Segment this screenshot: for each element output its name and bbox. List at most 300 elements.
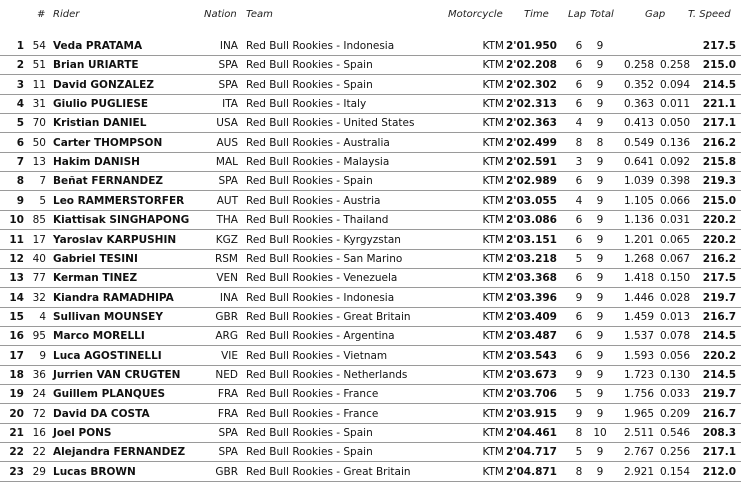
rider-name: David GONZALEZ [53, 78, 154, 91]
motorcycle: KTM [482, 117, 504, 130]
position: 12 [9, 252, 24, 265]
best-lap: 6 [575, 272, 583, 285]
table-row [0, 443, 741, 462]
lap-time: 2'03.543 [505, 349, 557, 362]
motorcycle: KTM [482, 136, 504, 149]
rider-number: 40 [32, 252, 46, 265]
team-name: Red Bull Rookies - San Marino [246, 252, 403, 265]
rider-name: David DA COSTA [53, 407, 150, 420]
table-header [0, 7, 741, 26]
rider-number: 9 [39, 349, 46, 362]
motorcycle: KTM [482, 446, 504, 459]
team-name: Red Bull Rookies - Argentina [246, 330, 395, 343]
rider-name: Sullivan MOUNSEY [53, 310, 163, 323]
gap-first: 1.446 [623, 291, 654, 304]
motorcycle: KTM [482, 78, 504, 91]
total-laps: 9 [596, 388, 604, 401]
header-lap: Lap [568, 9, 587, 20]
table-row [0, 424, 741, 443]
motorcycle: KTM [482, 59, 504, 72]
nation: ITA [222, 98, 238, 111]
rider-number: 77 [32, 272, 46, 285]
nation: RSM [214, 252, 238, 265]
position: 10 [9, 214, 24, 227]
position: 7 [16, 156, 24, 169]
total-laps: 9 [596, 291, 604, 304]
gap-previous: 0.130 [659, 368, 690, 381]
gap-first: 2.511 [623, 427, 654, 439]
lap-time: 2'03.396 [505, 291, 557, 304]
top-speed: 217.1 [702, 446, 736, 459]
gap-previous: 0.013 [659, 310, 690, 323]
gap-first: 0.641 [623, 156, 654, 169]
total-laps: 8 [596, 136, 604, 149]
team-name: Red Bull Rookies - Vietnam [246, 349, 388, 362]
total-laps: 9 [596, 272, 604, 285]
nation: INA [219, 40, 238, 52]
row-divider [0, 481, 741, 482]
rider-number: 95 [32, 330, 46, 343]
rider-name: Kristian DANIEL [53, 117, 147, 130]
motorcycle: KTM [482, 388, 504, 401]
team-name: Red Bull Rookies - Great Britain [246, 465, 411, 478]
gap-previous: 0.154 [659, 465, 690, 478]
motorcycle: KTM [482, 349, 504, 362]
team-name: Red Bull Rookies - Kyrgyzstan [246, 233, 401, 246]
gap-first: 1.039 [623, 175, 654, 188]
rider-number: 22 [32, 446, 46, 459]
rider-name: Luca AGOSTINELLI [53, 349, 162, 362]
rider-name: Alejandra FERNANDEZ [53, 446, 186, 459]
best-lap: 8 [575, 136, 583, 149]
rider-name: Yaroslav KARPUSHIN [53, 233, 177, 246]
best-lap: 6 [575, 214, 583, 227]
gap-previous: 0.094 [659, 78, 690, 91]
lap-time: 2'03.055 [505, 194, 557, 207]
team-name: Red Bull Rookies - Thailand [246, 214, 389, 227]
nation: NED [215, 368, 238, 381]
best-lap: 6 [575, 78, 583, 91]
gap-previous: 0.065 [659, 233, 690, 246]
gap-first: 1.201 [623, 233, 654, 246]
nation: AUT [216, 194, 238, 207]
best-lap: 6 [575, 98, 583, 111]
position: 6 [16, 136, 24, 149]
position: 18 [9, 368, 24, 381]
total-laps: 9 [596, 407, 604, 420]
motorcycle: KTM [482, 465, 504, 478]
table-row [0, 289, 741, 308]
table-row [0, 56, 741, 75]
top-speed: 214.5 [702, 78, 736, 91]
top-speed: 220.2 [702, 214, 736, 227]
rider-name: Marco MORELLI [53, 330, 145, 343]
rider-number: 13 [32, 156, 46, 169]
nation: FRA [217, 388, 238, 401]
top-speed: 216.2 [702, 252, 736, 265]
gap-previous: 0.546 [659, 427, 690, 439]
total-laps: 9 [596, 252, 604, 265]
lap-time: 2'02.363 [505, 117, 557, 130]
total-laps: 10 [593, 427, 607, 439]
nation: SPA [218, 59, 238, 72]
lap-time: 2'03.487 [505, 330, 557, 343]
team-name: Red Bull Rookies - Austria [246, 194, 381, 207]
gap-previous: 0.258 [659, 59, 690, 72]
best-lap: 6 [575, 330, 583, 343]
gap-first: 0.352 [623, 78, 654, 91]
rider-number: 70 [32, 117, 46, 130]
table-row [0, 463, 741, 482]
gap-previous: 0.256 [659, 446, 690, 459]
rider-number: 17 [32, 233, 46, 246]
lap-time: 2'02.499 [505, 136, 557, 149]
nation: SPA [218, 446, 238, 459]
total-laps: 9 [596, 368, 604, 381]
lap-time: 2'03.673 [505, 368, 557, 381]
rider-number: 85 [32, 214, 46, 227]
total-laps: 9 [596, 78, 604, 91]
team-name: Red Bull Rookies - Netherlands [246, 368, 408, 381]
total-laps: 9 [596, 446, 604, 459]
total-laps: 9 [596, 310, 604, 323]
table-row [0, 95, 741, 114]
header-gap: Gap [645, 9, 666, 20]
header-motorcycle: Motorcycle [448, 9, 503, 20]
nation: VIE [221, 349, 238, 362]
best-lap: 6 [575, 175, 583, 188]
motorcycle: KTM [482, 40, 504, 52]
team-name: Red Bull Rookies - France [246, 407, 379, 420]
total-laps: 9 [596, 40, 604, 52]
motorcycle: KTM [482, 368, 504, 381]
motorcycle: KTM [482, 252, 504, 265]
lap-time: 2'03.915 [505, 407, 557, 420]
lap-time: 2'03.086 [505, 214, 557, 227]
rider-name: Kiandra RAMADHIPA [53, 291, 174, 304]
rider-name: Veda PRATAMA [53, 40, 143, 52]
table-row [0, 172, 741, 191]
lap-time: 2'04.717 [505, 446, 557, 459]
rider-name: Joel PONS [53, 427, 112, 439]
motorcycle: KTM [482, 310, 504, 323]
total-laps: 9 [596, 117, 604, 130]
table-row [0, 134, 741, 153]
nation: INA [219, 291, 238, 304]
best-lap: 5 [575, 388, 583, 401]
best-lap: 5 [575, 446, 583, 459]
position: 3 [16, 78, 24, 91]
position: 2 [16, 59, 24, 72]
gap-previous: 0.031 [659, 214, 690, 227]
total-laps: 9 [596, 465, 604, 478]
top-speed: 219.7 [702, 291, 736, 304]
top-speed: 219.3 [702, 175, 736, 188]
position: 23 [9, 465, 24, 478]
rider-number: 51 [32, 59, 46, 72]
gap-first: 0.258 [623, 59, 654, 72]
top-speed: 217.5 [702, 272, 736, 285]
position: 22 [9, 446, 24, 459]
position: 4 [16, 98, 24, 111]
total-laps: 9 [596, 175, 604, 188]
top-speed: 216.7 [702, 407, 736, 420]
gap-previous: 0.056 [659, 349, 690, 362]
header-top-speed: T. Speed [688, 9, 731, 20]
rider-number: 54 [32, 40, 46, 52]
best-lap: 5 [575, 252, 583, 265]
best-lap: 6 [575, 40, 583, 52]
position: 20 [9, 407, 24, 420]
rider-number: 24 [32, 388, 46, 401]
rider-number: 32 [32, 291, 46, 304]
lap-time: 2'03.706 [505, 388, 557, 401]
nation: USA [216, 117, 238, 130]
rider-number: 50 [32, 136, 46, 149]
motorcycle: KTM [482, 233, 504, 246]
gap-previous: 0.050 [659, 117, 690, 130]
nation: ARG [215, 330, 238, 343]
lap-time: 2'04.871 [505, 465, 557, 478]
team-name: Red Bull Rookies - Venezuela [246, 272, 398, 285]
table-row [0, 385, 741, 404]
rider-number: 11 [32, 78, 46, 91]
motorcycle: KTM [482, 214, 504, 227]
best-lap: 6 [575, 233, 583, 246]
position: 8 [16, 175, 24, 188]
rider-name: Jurrien VAN CRUGTEN [53, 368, 181, 381]
rider-name: Guillem PLANQUES [53, 388, 166, 401]
gap-first: 2.767 [623, 446, 654, 459]
best-lap: 6 [575, 349, 583, 362]
motorcycle: KTM [482, 156, 504, 169]
total-laps: 9 [596, 349, 604, 362]
rider-name: Giulio PUGLIESE [53, 98, 149, 111]
top-speed: 221.1 [702, 98, 736, 111]
rider-name: Brian URIARTE [53, 59, 139, 72]
rider-name: Gabriel TESINI [53, 252, 138, 265]
total-laps: 9 [596, 233, 604, 246]
table-row [0, 250, 741, 269]
table-row [0, 114, 741, 133]
nation: SPA [218, 78, 238, 91]
best-lap: 3 [575, 156, 583, 169]
team-name: Red Bull Rookies - Spain [246, 78, 373, 91]
nation: VEN [216, 272, 238, 285]
team-name: Red Bull Rookies - Great Britain [246, 310, 411, 323]
gap-previous: 0.092 [659, 156, 690, 169]
top-speed: 215.8 [702, 156, 736, 169]
gap-previous: 0.033 [659, 388, 690, 401]
position: 11 [9, 233, 24, 246]
nation: FRA [217, 407, 238, 420]
position: 17 [9, 349, 24, 362]
position: 19 [9, 388, 24, 401]
header-time: Time [524, 9, 549, 20]
gap-first: 1.136 [623, 214, 654, 227]
top-speed: 216.7 [702, 310, 736, 323]
lap-time: 2'02.989 [505, 175, 557, 188]
team-name: Red Bull Rookies - Spain [246, 175, 373, 188]
table-row [0, 405, 741, 424]
table-row [0, 269, 741, 288]
gap-first: 1.965 [623, 407, 654, 420]
lap-time: 2'04.461 [505, 427, 557, 439]
team-name: Red Bull Rookies - Malaysia [246, 156, 390, 169]
best-lap: 9 [575, 368, 583, 381]
team-name: Red Bull Rookies - United States [246, 117, 415, 130]
nation: GBR [215, 310, 238, 323]
table-row [0, 366, 741, 385]
gap-previous: 0.066 [659, 194, 690, 207]
rider-number: 16 [32, 427, 46, 439]
position: 9 [16, 194, 24, 207]
top-speed: 208.3 [702, 427, 736, 439]
best-lap: 6 [575, 310, 583, 323]
team-name: Red Bull Rookies - Indonesia [246, 40, 395, 52]
position: 13 [9, 272, 24, 285]
rider-name: Carter THOMPSON [53, 136, 163, 149]
gap-previous: 0.011 [659, 98, 690, 111]
lap-time: 2'02.208 [505, 59, 557, 72]
motorcycle: KTM [482, 427, 504, 439]
top-speed: 212.0 [702, 465, 736, 478]
total-laps: 9 [596, 194, 604, 207]
header-total: Total [590, 9, 614, 20]
header-rider: Rider [53, 9, 80, 20]
motorcycle: KTM [482, 175, 504, 188]
top-speed: 214.5 [702, 368, 736, 381]
gap-first: 0.413 [623, 117, 654, 130]
best-lap: 4 [575, 194, 583, 207]
table-row [0, 308, 741, 327]
team-name: Red Bull Rookies - Spain [246, 59, 373, 72]
team-name: Red Bull Rookies - Indonesia [246, 291, 395, 304]
gap-previous: 0.067 [659, 252, 690, 265]
gap-first: 1.418 [623, 272, 654, 285]
best-lap: 9 [575, 291, 583, 304]
gap-previous: 0.136 [659, 136, 690, 149]
gap-first: 1.268 [623, 252, 654, 265]
total-laps: 9 [596, 98, 604, 111]
gap-previous: 0.398 [659, 175, 690, 188]
header-number: # [37, 9, 46, 20]
gap-first: 2.921 [623, 465, 654, 478]
rider-number: 29 [32, 465, 46, 478]
gap-previous: 0.150 [659, 272, 690, 285]
rider-name: Leo RAMMERSTORFER [53, 194, 185, 207]
rider-name: Kerman TINEZ [53, 272, 138, 285]
motorcycle: KTM [482, 194, 504, 207]
rider-name: Hakim DANISH [53, 156, 140, 169]
table-row [0, 327, 741, 346]
team-name: Red Bull Rookies - Spain [246, 427, 373, 439]
gap-first: 1.723 [623, 368, 654, 381]
lap-time: 2'03.368 [505, 272, 557, 285]
lap-time: 2'02.591 [505, 156, 557, 169]
position: 15 [9, 310, 24, 323]
rider-name: Kiattisak SINGHAPONG [53, 214, 190, 227]
total-laps: 9 [596, 59, 604, 72]
rider-number: 72 [32, 407, 46, 420]
motorcycle: KTM [482, 272, 504, 285]
gap-previous: 0.209 [659, 407, 690, 420]
table-row [0, 211, 741, 230]
position: 14 [9, 291, 24, 304]
table-row [0, 153, 741, 172]
team-name: Red Bull Rookies - Spain [246, 446, 373, 459]
table-row [0, 231, 741, 250]
position: 1 [16, 40, 24, 52]
team-name: Red Bull Rookies - France [246, 388, 379, 401]
position: 5 [16, 117, 24, 130]
gap-first: 0.363 [623, 98, 654, 111]
lap-time: 2'02.302 [505, 78, 557, 91]
gap-previous: 0.028 [659, 291, 690, 304]
gap-first: 1.105 [623, 194, 654, 207]
lap-time: 2'01.950 [505, 40, 557, 52]
gap-first: 0.549 [623, 136, 654, 149]
rider-name: Beñat FERNANDEZ [53, 175, 163, 188]
nation: KGZ [215, 233, 238, 246]
best-lap: 9 [575, 407, 583, 420]
best-lap: 6 [575, 59, 583, 72]
gap-previous: 0.078 [659, 330, 690, 343]
table-row [0, 37, 741, 56]
rider-number: 7 [39, 175, 46, 188]
table-row [0, 347, 741, 366]
table-row [0, 76, 741, 95]
top-speed: 217.1 [702, 117, 736, 130]
top-speed: 215.0 [702, 59, 736, 72]
lap-time: 2'03.151 [505, 233, 557, 246]
rider-number: 5 [39, 194, 46, 207]
rider-number: 36 [32, 368, 46, 381]
gap-first: 1.593 [623, 349, 654, 362]
nation: MAL [215, 156, 238, 169]
motorcycle: KTM [482, 330, 504, 343]
best-lap: 4 [575, 117, 583, 130]
lap-time: 2'02.313 [505, 98, 557, 111]
nation: AUS [216, 136, 238, 149]
position: 21 [9, 427, 24, 439]
team-name: Red Bull Rookies - Italy [246, 98, 367, 111]
header-nation: Nation [204, 9, 237, 20]
total-laps: 9 [596, 330, 604, 343]
table-row [0, 192, 741, 211]
motorcycle: KTM [482, 291, 504, 304]
nation: SPA [218, 427, 238, 439]
top-speed: 214.5 [702, 330, 736, 343]
total-laps: 9 [596, 214, 604, 227]
top-speed: 219.7 [702, 388, 736, 401]
top-speed: 220.2 [702, 233, 736, 246]
header-team: Team [246, 9, 273, 20]
rider-name: Lucas BROWN [53, 465, 136, 478]
lap-time: 2'03.218 [505, 252, 557, 265]
lap-time: 2'03.409 [505, 310, 557, 323]
position: 16 [9, 330, 24, 343]
motorcycle: KTM [482, 98, 504, 111]
gap-first: 1.756 [623, 388, 654, 401]
gap-first: 1.459 [623, 310, 654, 323]
nation: SPA [218, 175, 238, 188]
gap-first: 1.537 [623, 330, 654, 343]
top-speed: 217.5 [702, 40, 736, 52]
top-speed: 215.0 [702, 194, 736, 207]
nation: GBR [215, 465, 238, 478]
rider-number: 31 [32, 98, 46, 111]
